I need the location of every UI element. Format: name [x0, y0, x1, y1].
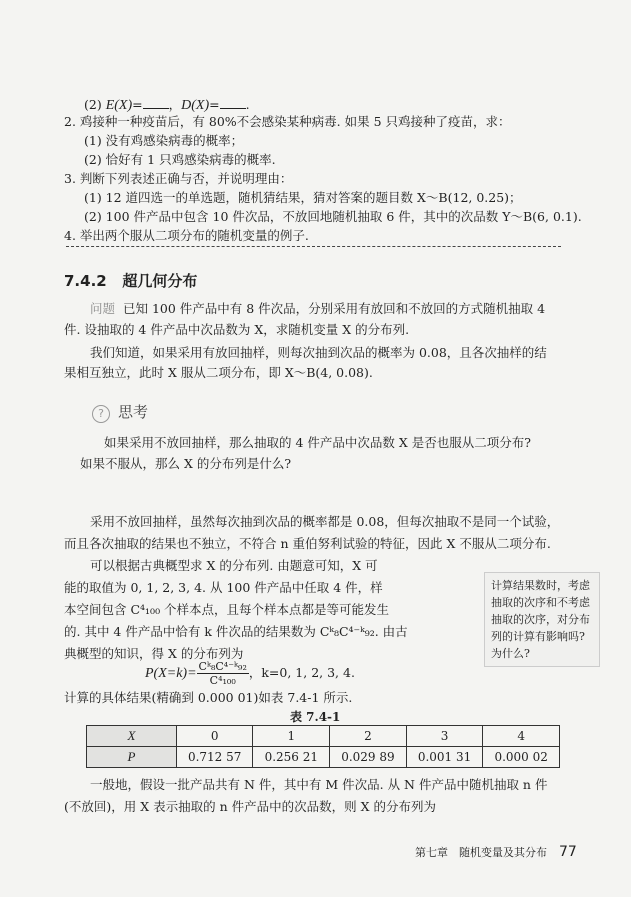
paragraph-1-line-2: 果相互独立，此时 X 服从二项分布，即 X～B(4, 0.08).	[64, 365, 373, 380]
section-divider	[66, 246, 561, 247]
table-cell: 2	[330, 726, 407, 747]
sub-label: (2)	[84, 97, 106, 112]
problem-text: 已知 100 件产品中有 8 件次品，分别采用有放回和不放回的方式随机抽取 4	[122, 301, 546, 316]
exercise-item-2-2: (2) 恰好有 1 只鸡感染病毒的概率.	[84, 152, 276, 167]
period: .	[245, 97, 250, 112]
formula-numerator: Cᵏ₈C⁴⁻ᵏ₉₂	[198, 660, 247, 673]
page-footer	[415, 844, 577, 860]
paragraph-5-line-1: 一般地，假设一批产品共有 N 件，其中有 M 件次品. 从 N 件产品中随机抽取 n 件	[90, 777, 548, 792]
separator: ，	[168, 97, 182, 112]
exercise-item-2: 2. 鸡接种一种疫苗后，有 80%不会感染某种病毒. 如果 5 只鸡接种了疫苗，求：	[64, 114, 511, 129]
table-cell: 1	[253, 726, 330, 747]
table-cell: 0.000 02	[483, 747, 560, 768]
paragraph-4: 计算的具体结果(精确到 0.000 01)如表 7.4-1 所示.	[64, 690, 353, 705]
paragraph-2-line-2: 而且各次抽取的结果也不独立，不符合 n 重伯努利试验的特征，因此 X 不服从二项分布.	[64, 536, 551, 551]
problem-label: 问题	[90, 301, 116, 316]
section-title: 超几何分布	[122, 272, 198, 290]
expectation: E(X)	[105, 98, 133, 113]
table-cell: 0.712 57	[176, 747, 253, 768]
formula-lhs: P(X=k)=	[145, 666, 197, 681]
paragraph-1-line-1: 我们知道，如果采用有放回抽样，则每次抽到次品的概率为 0.08，且各次抽样的结	[90, 345, 547, 360]
table-cell: 0.029 89	[330, 747, 407, 768]
paragraph-3-line-4: 的. 其中 4 件产品中恰有 k 件次品的结果数为 Cᵏ₈C⁴⁻ᵏ₉₂. 由古	[64, 624, 408, 639]
paragraph-3-line-5: 典概型的知识，得 X 的分布列为	[64, 646, 244, 661]
distribution-formula	[145, 660, 355, 687]
think-line-2: 如果不服从，那么 X 的分布列是什么?	[80, 456, 292, 471]
paragraph-5-line-2: (不放回)，用 X 表示抽取的 n 件产品中的次品数，则 X 的分布列为	[64, 799, 436, 814]
table-caption: 表 7.4-1	[290, 710, 341, 724]
paragraph-3-line-1: 可以根据古典概型求 X 的分布列. 由题意可知，X 可	[90, 558, 378, 573]
think-header	[92, 401, 148, 423]
table-cell: 3	[406, 726, 483, 747]
paragraph-3-line-3: 本空间包含 C⁴₁₀₀ 个样本点，且每个样本点都是等可能发生	[64, 602, 390, 617]
paragraph-2-line-1: 采用不放回抽样，虽然每次抽到次品的概率都是 0.08，但每次抽取不是同一个试验，	[90, 514, 560, 529]
table-cell: 0	[176, 726, 253, 747]
table-cell: 0.256 21	[253, 747, 330, 768]
answer-blank	[220, 96, 246, 109]
exercise-item-4: 4. 举出两个服从二项分布的随机变量的例子.	[64, 228, 309, 243]
formula-fraction	[197, 660, 249, 687]
page-number: 77	[559, 844, 577, 860]
think-line-1: 如果采用不放回抽样，那么抽取的 4 件产品中次品数 X 是否也服从二项分布?	[104, 435, 531, 450]
exercise-item-2-1: (1) 没有鸡感染病毒的概率；	[84, 133, 244, 148]
table-row	[87, 726, 560, 747]
section-number: 7.4.2	[64, 272, 107, 290]
paragraph-3-line-2: 能的取值为 0, 1, 2, 3, 4. 从 100 件产品中任取 4 件，样	[64, 580, 383, 595]
sidebar-note: 计算结果数时，考虑抽取的次序和不考虑抽取的次序，对分布列的计算有影响吗? 为什么?	[484, 572, 600, 667]
exercise-item-3-1: (1) 12 道四选一的单选题，随机猜结果，猜对答案的题目数 X～B(12, 0.25)；	[84, 190, 522, 205]
formula-rhs: ，k=0, 1, 2, 3, 4.	[248, 665, 355, 680]
formula-denominator: C⁴₁₀₀	[209, 674, 236, 687]
table-header-cell: X	[87, 726, 177, 747]
question-circle-icon: ?	[92, 405, 110, 423]
equals: =	[209, 97, 220, 112]
section-heading	[64, 270, 197, 291]
distribution-table	[86, 725, 560, 768]
equals: =	[132, 97, 143, 112]
table-row	[87, 747, 560, 768]
problem-line-2: 件. 设抽取的 4 件产品中次品数为 X，求随机变量 X 的分布列.	[64, 322, 410, 337]
exercise-item-3: 3. 判断下列表述正确与否，并说明理由：	[64, 171, 293, 186]
table-cell: 4	[483, 726, 560, 747]
problem-line-1	[90, 299, 545, 317]
answer-blank	[143, 96, 169, 109]
table-header-cell: P	[87, 747, 177, 768]
table-cell: 0.001 31	[406, 747, 483, 768]
think-title: 思考	[118, 403, 149, 421]
exercise-item-3-2: (2) 100 件产品中包含 10 件次品，不放回地随机抽取 6 件，其中的次品数 Y～B(6, 0.1).	[84, 209, 582, 224]
footer-chapter: 第七章 随机变量及其分布	[415, 846, 547, 859]
variance: D(X)	[181, 98, 210, 113]
